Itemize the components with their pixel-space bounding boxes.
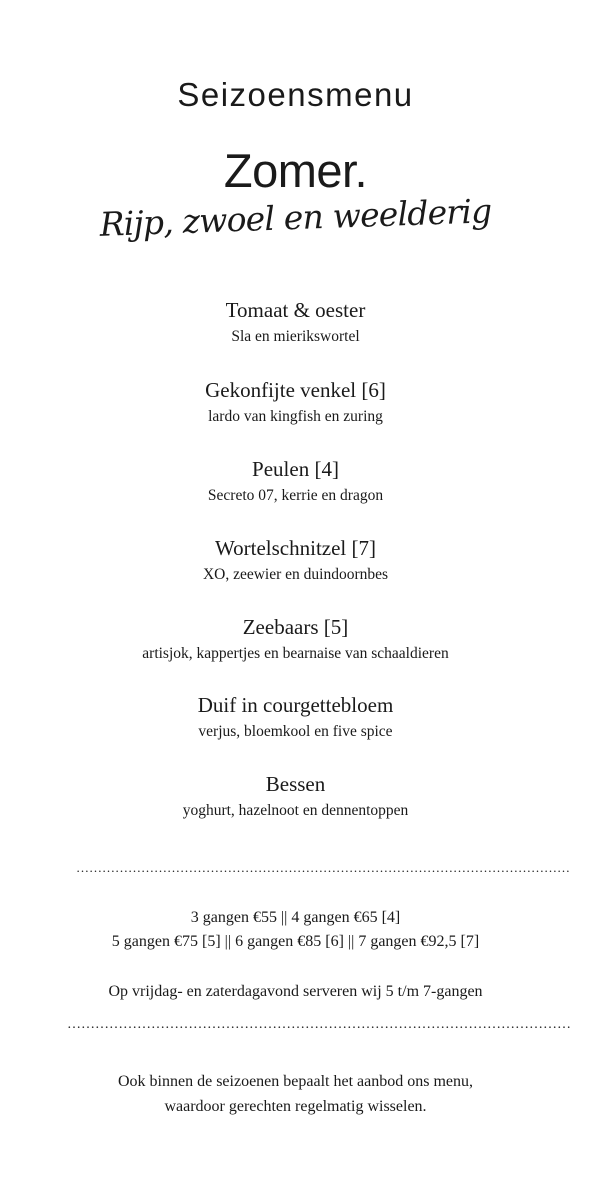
course-item: [0, 297, 591, 348]
course-description: XO, zeewier en duindoornbes: [202, 566, 389, 583]
footer-note: [0, 1069, 591, 1119]
course-item: [0, 614, 591, 665]
course-item: [0, 456, 591, 507]
course-description: Secreto 07, kerrie en dragon: [207, 487, 384, 504]
course-item: [0, 692, 591, 743]
footer-line: waardoor gerechten regelmatig wisselen.: [164, 1098, 427, 1115]
course-description: yoghurt, hazelnoot en dennentoppen: [182, 802, 409, 819]
course-description: Sla en mierikswortel: [231, 328, 360, 345]
pricing-line: 3 gangen €55 || 4 gangen €65 [4]: [190, 909, 401, 926]
weekend-note: Op vrijdag- en zaterdagavond serveren wij 5 t/m 7-gangen: [108, 983, 483, 1000]
dotted-divider: ………………………………………………………………………………………………: [67, 1017, 571, 1032]
footer-line: Ook binnen de seizoenen bepaalt het aanbod ons menu,: [118, 1073, 473, 1090]
course-description: verjus, bloemkool en five spice: [198, 723, 393, 740]
course-name: Gekonfijte venkel [6]: [205, 378, 386, 402]
course-name: Tomaat & oester: [225, 298, 366, 322]
season-heading: Zomer.: [223, 144, 368, 197]
course-name: Peulen [4]: [252, 457, 339, 481]
pricing-line: 5 gangen €75 [5] || 6 gangen €85 [6] || 7 gangen €92,5 [7]: [111, 933, 480, 950]
course-item: [0, 535, 591, 586]
course-item: [0, 771, 591, 822]
course-name: Zeebaars [5]: [242, 615, 349, 639]
course-description: artisjok, kappertjes en bearnaise van schaaldieren: [142, 645, 449, 662]
pricing-block: [0, 906, 591, 954]
menu-title: Seizoensmenu: [177, 76, 414, 113]
course-description: lardo van kingfish en zuring: [208, 408, 383, 425]
course-name: Duif in courgettebloem: [197, 693, 394, 717]
course-name: Wortelschnitzel [7]: [215, 536, 376, 560]
dotted-divider: ……………………………………………………………………………………………………: [76, 860, 570, 875]
course-name: Bessen: [265, 772, 326, 796]
course-item: [0, 377, 591, 428]
season-tagline: Rijp, zwoel en weelderig: [99, 191, 492, 244]
